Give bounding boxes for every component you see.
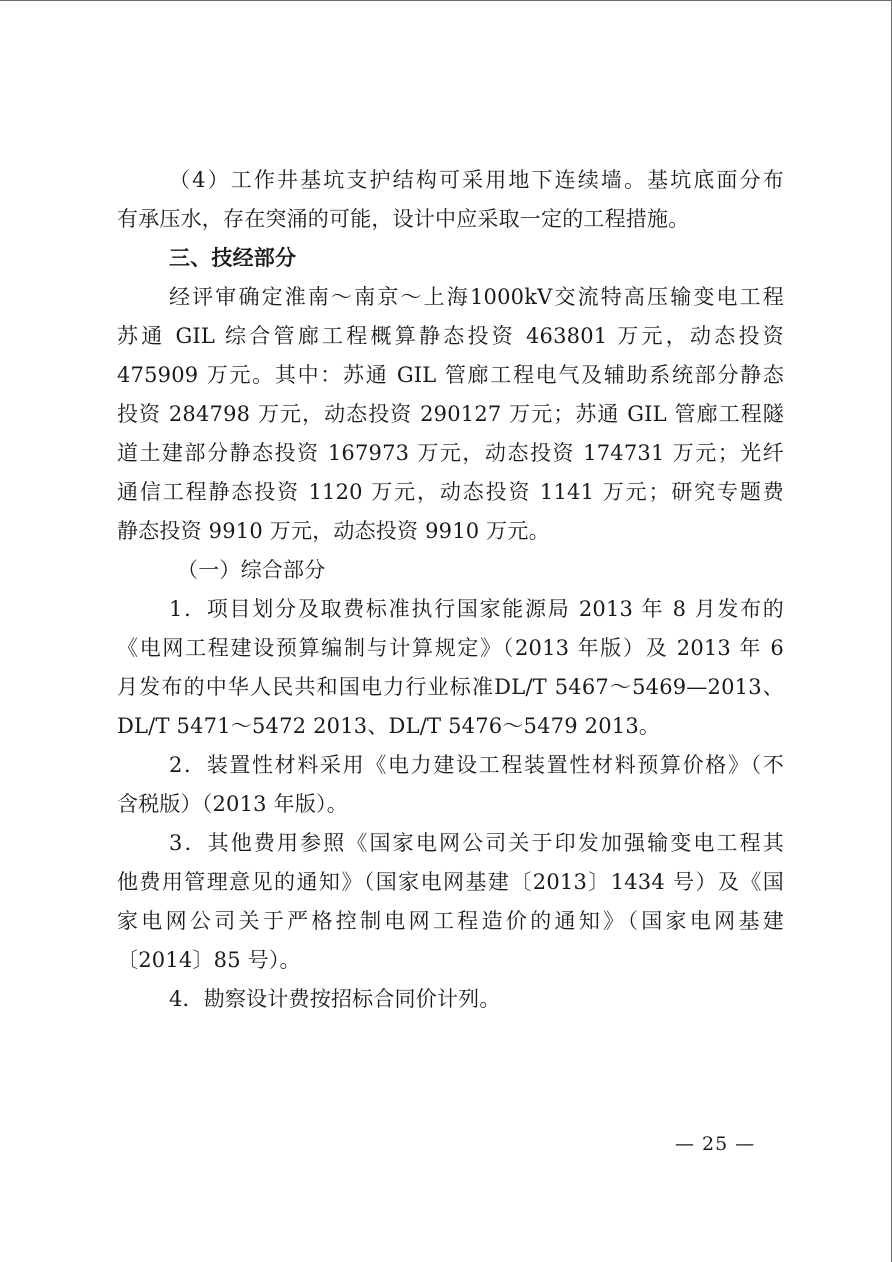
page-number: — 25 —	[675, 1133, 756, 1155]
paragraph-4-line-1: （4）工作井基坑支护结构可采用地下连续墙。基坑底面分布	[169, 168, 784, 192]
item-4-line-1: 4．勘察设计费按招标合同价计列。	[169, 987, 501, 1011]
item-1-line-1: 1．项目划分及取费标准执行国家能源局 2013 年 8 月发布的	[169, 597, 784, 621]
summary-line-3: 475909 万元。其中：苏通 GIL 管廊工程电气及辅助系统部分静态	[117, 363, 784, 387]
item-3-line-2: 他费用管理意见的通知》（国家电网基建〔2013〕1434 号）及《国	[117, 870, 784, 894]
summary-line-6: 通信工程静态投资 1120 万元，动态投资 1141 万元；研究专题费	[117, 480, 784, 504]
summary-line-1: 经评审确定淮南～南京～上海1000kV交流特高压输变电工程	[169, 285, 784, 309]
item-1-line-2: 《电网工程建设预算编制与计算规定》（2013 年版）及 2013 年 6	[117, 636, 784, 660]
summary-line-7: 静态投资 9910 万元，动态投资 9910 万元。	[117, 519, 550, 543]
item-3-line-1: 3．其他费用参照《国家电网公司关于印发加强输变电工程其	[169, 831, 784, 855]
item-3-line-3: 家电网公司关于严格控制电网工程造价的通知》（国家电网基建	[117, 909, 784, 933]
summary-line-5: 道土建部分静态投资 167973 万元，动态投资 174731 万元；光纤	[117, 441, 784, 465]
summary-line-4: 投资 284798 万元，动态投资 290127 万元；苏通 GIL 管廊工程隧	[117, 402, 784, 426]
section-heading: 三、技经部分	[169, 246, 297, 270]
subsection-heading: （一）综合部分	[177, 558, 326, 582]
document-body	[117, 161, 784, 1019]
item-2-line-1: 2．装置性材料采用《电力建设工程装置性材料预算价格》（不	[169, 753, 784, 777]
summary-line-2: 苏通 GIL 综合管廊工程概算静态投资 463801 万元，动态投资	[117, 324, 784, 348]
item-3-line-4: 〔2014〕85 号）。	[117, 948, 301, 972]
item-1-line-4: DL/T 5471～5472 2013、DL/T 5476～5479 2013。	[117, 714, 661, 738]
item-1-line-3: 月发布的中华人民共和国电力行业标准DL/T 5467～5469—2013、	[117, 675, 784, 699]
item-2-line-2: 含税版）（2013 年版）。	[117, 792, 348, 816]
paragraph-4-line-2: 有承压水，存在突涌的可能，设计中应采取一定的工程措施。	[117, 207, 690, 231]
